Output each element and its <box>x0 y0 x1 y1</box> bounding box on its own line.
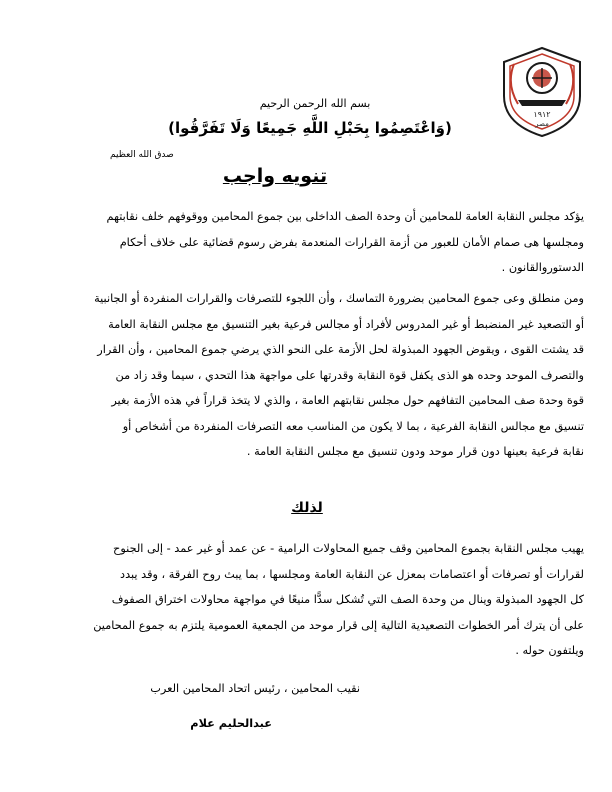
text-line: على أن يترك أمر الخطوات التصعيدية التالية إلى قرار موحد من الجمعية العمومية يلتزم به جموع المحامين <box>93 618 584 632</box>
logo-year-text: ١٩١٢ <box>533 110 551 119</box>
quran-verse: (وَاعْتَصِمُوا بِحَبْلِ اللَّهِ جَمِيعًا وَلَا تَفَرَّقُوا) <box>168 119 452 137</box>
text-line: ومجلسها هى صمام الأمان للعبور من أزمة القرارات المنعدمة بفرض رسوم قضائية على خلاف أحكام <box>119 235 584 249</box>
paragraph-1 <box>24 204 584 281</box>
text-line: كل الجهود المبذولة وينال من وحدة الصف التي تُشكل سدًّا منيعًا في مواجهة محاولات اختراق الصفوف <box>111 593 584 606</box>
signature-name: عبدالحليم علام <box>190 717 272 730</box>
text-line: تنسيق مع مجالس النقابة الفرعية ، بما لا يكون من المناسب معه التصرفات المنفردة من أشخاص أو <box>122 419 584 433</box>
paragraph-3 <box>24 536 584 664</box>
logo-country-text: مصر <box>535 120 549 128</box>
text-line: قوة وحدة صف المحامين التفافهم حول مجلس نقابتهم العامة ، والذي لا يتخذ قراراً في هذه الأزمة بغير <box>111 394 584 407</box>
bar-association-emblem <box>496 44 588 140</box>
text-line: يهيب مجلس النقابة بجموع المحامين وقف جميع المحاولات الرامية - عن عمد أو غير عمد - إلى الجنوح <box>113 542 584 555</box>
text-line: والتصرف الموحد وحده هو الذى يكفل قوة النقابة وقدرتها على مواجهة هذا التحدي ، سيما وقد زاد من <box>115 368 584 382</box>
text-line: لقرارات أو تصرفات أو اعتصامات بمعزل عن النقابة العامة ومجلسها ، بما يبث روح الفرقة ، وقد يبدد <box>120 567 584 581</box>
text-line: ويلتفون حوله . <box>515 644 584 657</box>
basmala: بسم الله الرحمن الرحيم <box>259 97 371 110</box>
text-line: الدستوروالقانون . <box>501 261 584 274</box>
text-line: نقابة فرعية بعينها دون قرار موحد ودون تنسيق مع مجلس النقابة العامة . <box>246 445 584 458</box>
section-heading: لذلك <box>291 500 323 516</box>
text-line: يؤكد مجلس النقابة العامة للمحامين أن وحدة الصف الداخلى بين جموع المحامين ووقوفهم خلف نقابتهم <box>106 210 584 223</box>
signature-role: نقيب المحامين ، رئيس اتحاد المحامين العرب <box>150 682 360 695</box>
page-title: تنويه واجب <box>222 165 328 187</box>
text-line: ومن منطلق وعى جموع المحامين بضرورة التماسك ، وأن اللجوء للتصرفات والقرارات المنفردة أو الجانبية <box>94 292 584 305</box>
paragraph-2 <box>24 286 584 465</box>
sadaq-text: صدق الله العظيم <box>110 150 174 160</box>
text-line: أو التصعيد غير المنضبط أو غير المدروس لأفراد أو مجالس فرعية بغير التنسيق مع مجلس النقابة العامة <box>108 317 584 331</box>
text-line: قد يشتت القوى ، ويقوض الجهود المبذولة لحل الأزمة على النحو الذي يرضي جموع المحامين ، وأن القرار <box>97 343 584 356</box>
